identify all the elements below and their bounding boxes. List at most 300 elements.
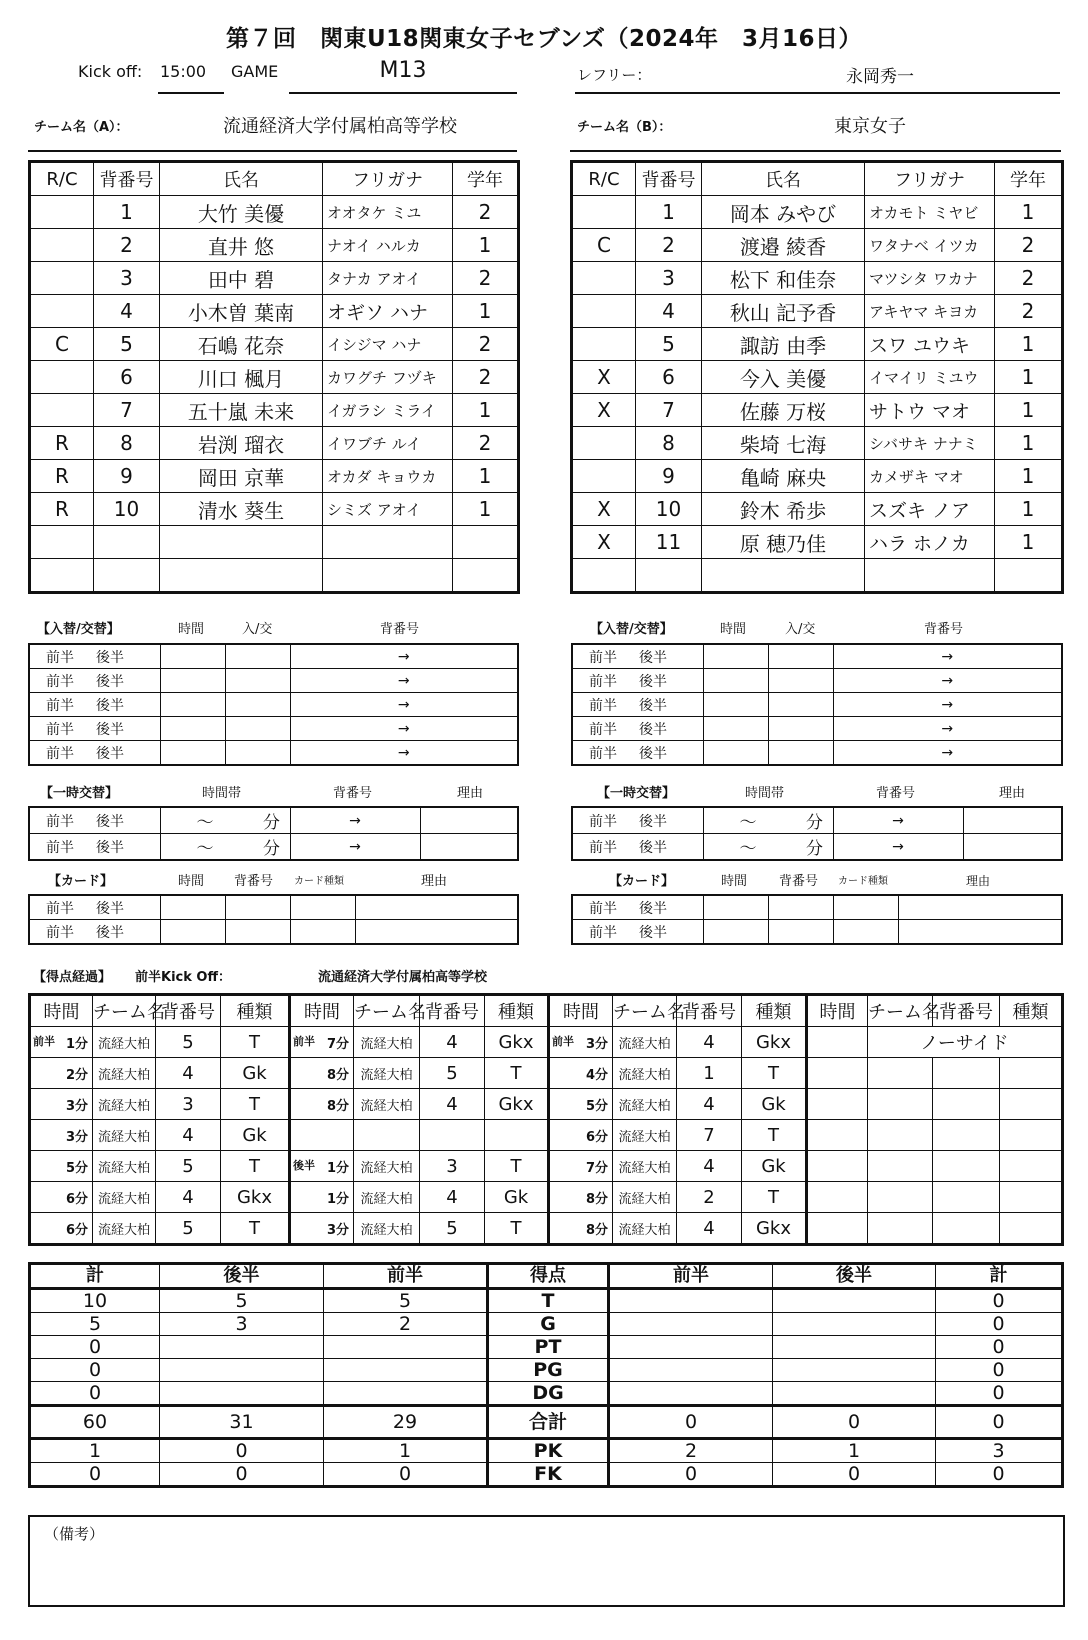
first-half-option[interactable]: 前半 [589, 697, 617, 714]
subs-title-a: 【入替/交替】 [37, 622, 120, 637]
card-reason-field[interactable] [898, 920, 1062, 945]
summary-row [30, 1463, 1063, 1487]
roster-name: 五十嵐 未来 [160, 394, 323, 427]
score-team: 流経大柏 [613, 1213, 677, 1245]
cards-title-a: 【カード】 [48, 874, 114, 889]
score-time[interactable] [807, 1058, 868, 1089]
card-type-field[interactable] [290, 920, 355, 945]
sub-number-arrow[interactable]: → [290, 741, 518, 766]
score-number[interactable] [933, 1058, 1000, 1089]
roster-kana: スワ ユウキ [865, 328, 995, 361]
roster-kana: ワタナベ イツカ [865, 229, 995, 262]
second-half-option[interactable]: 後半 [639, 721, 667, 738]
a-first-half [324, 1336, 488, 1359]
score-team [354, 1120, 420, 1151]
first-half-option[interactable]: 前半 [589, 813, 617, 830]
second-half-option[interactable]: 後半 [96, 721, 124, 738]
half-selector[interactable] [29, 669, 160, 693]
score-time[interactable] [807, 1120, 868, 1151]
roster-name [160, 526, 323, 559]
substitution-row [29, 669, 518, 693]
sub-time-field[interactable] [160, 669, 225, 693]
score-type[interactable] [1000, 1058, 1063, 1089]
substitution-row [29, 693, 518, 717]
half-selector[interactable] [572, 920, 703, 945]
header-name: 氏名 [160, 162, 323, 196]
roster-row [30, 361, 519, 394]
a-second-half [160, 1359, 324, 1382]
remarks-box[interactable] [28, 1515, 1065, 1607]
score-team[interactable] [868, 1089, 933, 1120]
temp-reason-field[interactable] [420, 834, 518, 861]
header-number: 背番号 [420, 995, 485, 1027]
score-team[interactable] [868, 1151, 933, 1182]
roster-row [572, 427, 1063, 460]
sub-time-field[interactable] [160, 644, 225, 669]
roster-number [94, 526, 160, 559]
sub-inout-field[interactable] [225, 741, 290, 766]
card-number-field[interactable] [225, 920, 290, 945]
a-first-half: 0 [324, 1463, 488, 1487]
card-number-field[interactable] [225, 895, 290, 920]
half-selector[interactable] [29, 717, 160, 741]
b-second-half [773, 1313, 936, 1336]
score-team: 流経大柏 [354, 1089, 420, 1120]
temp-col-number-a: 背番号 [333, 786, 373, 801]
temp-period-field[interactable] [703, 807, 833, 834]
card-row [29, 920, 518, 945]
half-selector[interactable] [29, 920, 160, 945]
half-selector[interactable] [572, 693, 703, 717]
temp-reason-field[interactable] [963, 834, 1062, 861]
card-reason-field[interactable] [355, 920, 518, 945]
card-time-field[interactable] [703, 920, 768, 945]
header-b-first-half: 前半 [609, 1264, 773, 1289]
sub-inout-field[interactable] [768, 741, 833, 766]
half-selector[interactable] [29, 834, 160, 861]
second-half-option[interactable]: 後半 [639, 813, 667, 830]
half-selector[interactable] [29, 895, 160, 920]
roster-grade: 2 [453, 262, 519, 295]
card-reason-field[interactable] [355, 895, 518, 920]
score-number[interactable] [933, 1151, 1000, 1182]
sub-time-field[interactable] [703, 693, 768, 717]
roster-row [572, 460, 1063, 493]
card-type-field[interactable] [833, 920, 898, 945]
score-number: 5 [420, 1213, 485, 1245]
sub-number-arrow[interactable]: → [833, 644, 1062, 669]
second-half-option[interactable]: 後半 [639, 649, 667, 666]
roster-kana [323, 526, 453, 559]
score-team: 流経大柏 [354, 1058, 420, 1089]
sub-inout-field[interactable] [225, 644, 290, 669]
score-time[interactable] [807, 1182, 868, 1213]
card-number-field[interactable] [768, 920, 833, 945]
cards-title-b: 【カード】 [609, 874, 675, 889]
sub-number-arrow[interactable]: → [833, 717, 1062, 741]
roster-number: 9 [94, 460, 160, 493]
a-second-half: 3 [160, 1313, 324, 1336]
cards-col-type-a: カード種類 [294, 876, 344, 887]
header-team: チーム名 [93, 995, 156, 1027]
subs-col-time-b: 時間 [720, 622, 747, 637]
roster-row [572, 196, 1063, 229]
sub-number-arrow[interactable]: → [290, 644, 518, 669]
first-half-option[interactable]: 前半 [589, 900, 617, 917]
roster-row [30, 427, 519, 460]
score-team: 流経大柏 [93, 1213, 156, 1245]
header-team: チーム名 [613, 995, 677, 1027]
a-first-half: 29 [324, 1406, 488, 1439]
half-selector[interactable] [29, 644, 160, 669]
score-minute: 3分 [65, 1098, 88, 1114]
scoring-table [28, 993, 1064, 1246]
card-reason-field[interactable] [898, 895, 1062, 920]
roster-number: 4 [94, 295, 160, 328]
b-first-half [609, 1359, 773, 1382]
team-b-label: チーム名（B）： [577, 120, 672, 135]
score-type-label: PK [488, 1439, 609, 1463]
roster-name: 秋山 記予香 [702, 295, 865, 328]
score-time [290, 1027, 354, 1058]
roster-rc [30, 196, 94, 229]
sub-number-arrow[interactable]: → [833, 669, 1062, 693]
roster-rc [572, 559, 636, 593]
score-type-label: DG [488, 1382, 609, 1406]
second-half-option[interactable]: 後半 [96, 673, 124, 690]
first-half-option[interactable]: 前半 [589, 649, 617, 666]
roster-number: 3 [636, 262, 702, 295]
roster-row [572, 328, 1063, 361]
b-first-half [609, 1289, 773, 1313]
roster-rc [572, 460, 636, 493]
roster-kana: ハラ ホノカ [865, 526, 995, 559]
second-half-option[interactable]: 後半 [96, 697, 124, 714]
score-minute: 6分 [585, 1129, 608, 1145]
scoring-row [30, 1089, 1063, 1120]
header-team: チーム名 [868, 995, 933, 1027]
minute-unit: 分 [806, 813, 823, 833]
half-selector[interactable] [29, 807, 160, 834]
roster-rc [30, 394, 94, 427]
temp-number-arrow[interactable]: → [833, 834, 963, 861]
roster-row [30, 295, 519, 328]
score-minute: 8分 [326, 1067, 349, 1083]
header-time: 時間 [807, 995, 868, 1027]
sub-inout-field[interactable] [768, 644, 833, 669]
roster-grade: 1 [995, 394, 1063, 427]
roster-grade: 1 [995, 493, 1063, 526]
sub-inout-field[interactable] [768, 717, 833, 741]
temp-number-arrow[interactable]: → [290, 807, 420, 834]
score-number[interactable] [933, 1089, 1000, 1120]
second-half-option[interactable]: 後半 [639, 900, 667, 917]
page-title: 第７回 関東U18関東女子セブンズ（2024年 3月16日） [225, 26, 863, 52]
score-type: T [221, 1151, 290, 1182]
half-selector[interactable] [29, 741, 160, 766]
score-time [30, 1058, 93, 1089]
sub-time-field[interactable] [160, 693, 225, 717]
second-half-option[interactable]: 後半 [639, 924, 667, 941]
sub-inout-field[interactable] [768, 693, 833, 717]
second-half-option[interactable]: 後半 [639, 673, 667, 690]
second-half-option[interactable]: 後半 [96, 839, 124, 856]
roster-rc [572, 328, 636, 361]
score-number: 5 [156, 1027, 221, 1058]
roster-row [30, 229, 519, 262]
substitution-row [572, 717, 1062, 741]
roster-header-row [30, 162, 519, 196]
roster-name: 原 穂乃佳 [702, 526, 865, 559]
roster-rc: X [572, 526, 636, 559]
score-type[interactable] [1000, 1120, 1063, 1151]
second-half-option[interactable]: 後半 [96, 813, 124, 830]
header-number: 背番号 [94, 162, 160, 196]
score-time [30, 1027, 93, 1058]
score-time[interactable] [807, 1213, 868, 1245]
roster-number: 1 [94, 196, 160, 229]
a-second-half [160, 1336, 324, 1359]
card-time-field[interactable] [160, 920, 225, 945]
game-underline [289, 92, 517, 94]
score-time[interactable] [807, 1027, 868, 1058]
score-time[interactable] [807, 1089, 868, 1120]
temp-period-field[interactable] [703, 834, 833, 861]
b-first-half: 0 [609, 1463, 773, 1487]
roster-rc: R [30, 493, 94, 526]
half-selector[interactable] [572, 669, 703, 693]
card-time-field[interactable] [703, 895, 768, 920]
roster-row [30, 559, 519, 593]
score-number[interactable] [933, 1182, 1000, 1213]
temp-subs-title-a: 【一時交替】 [40, 786, 119, 801]
cards-col-reason-b: 理由 [966, 874, 991, 888]
roster-number: 10 [94, 493, 160, 526]
half-selector[interactable] [572, 644, 703, 669]
roster-name: 佐藤 万桜 [702, 394, 865, 427]
score-type [485, 1120, 549, 1151]
roster-number: 6 [94, 361, 160, 394]
summary-row [30, 1359, 1063, 1382]
score-type[interactable] [1000, 1151, 1063, 1182]
b-total: 0 [936, 1382, 1063, 1406]
score-team[interactable] [868, 1120, 933, 1151]
first-half-option[interactable]: 前半 [46, 813, 74, 830]
substitution-row [572, 693, 1062, 717]
second-half-option[interactable]: 後半 [639, 697, 667, 714]
first-half-option[interactable]: 前半 [589, 839, 617, 856]
first-half-option[interactable]: 前半 [589, 924, 617, 941]
sub-number-arrow[interactable]: → [290, 669, 518, 693]
roster-row [572, 559, 1063, 593]
sub-inout-field[interactable] [225, 693, 290, 717]
score-type[interactable] [1000, 1213, 1063, 1245]
header-rc: R/C [30, 162, 94, 196]
roster-rc: X [572, 361, 636, 394]
a-total: 0 [30, 1382, 160, 1406]
roster-header-row [572, 162, 1063, 196]
score-type[interactable] [1000, 1089, 1063, 1120]
score-minute: 2分 [65, 1067, 88, 1083]
card-type-field[interactable] [290, 895, 355, 920]
tilde: ～ [739, 839, 757, 859]
roster-number [636, 559, 702, 593]
first-half-option[interactable]: 前半 [46, 745, 74, 762]
first-half-option[interactable]: 前半 [589, 745, 617, 762]
score-time [549, 1213, 613, 1245]
a-total: 5 [30, 1313, 160, 1336]
score-team[interactable] [868, 1182, 933, 1213]
sub-time-field[interactable] [703, 644, 768, 669]
sub-inout-field[interactable] [225, 669, 290, 693]
half-selector[interactable] [572, 741, 703, 766]
a-second-half [160, 1382, 324, 1406]
sub-time-field[interactable] [160, 717, 225, 741]
second-half-option[interactable]: 後半 [639, 745, 667, 762]
roster-grade: 1 [995, 328, 1063, 361]
second-half-option[interactable]: 後半 [96, 924, 124, 941]
tilde: ～ [196, 839, 214, 859]
substitution-row [572, 669, 1062, 693]
first-half-option[interactable]: 前半 [46, 673, 74, 690]
roster-grade: 2 [995, 229, 1063, 262]
temp-number-arrow[interactable]: → [290, 834, 420, 861]
team-a-name: 流通経済大学付属柏高等学校 [223, 116, 457, 137]
sub-time-field[interactable] [160, 741, 225, 766]
roster-rc [30, 262, 94, 295]
card-time-field[interactable] [160, 895, 225, 920]
score-type: Gkx [485, 1027, 549, 1058]
second-half-option[interactable]: 後半 [96, 649, 124, 666]
remarks-label: （備考） [44, 1525, 105, 1543]
half-selector[interactable] [572, 717, 703, 741]
card-row [29, 895, 518, 920]
sub-number-arrow[interactable]: → [833, 741, 1062, 766]
score-type: Gkx [485, 1089, 549, 1120]
header-time: 時間 [30, 995, 93, 1027]
first-half-option[interactable]: 前半 [589, 673, 617, 690]
roster-grade: 1 [995, 460, 1063, 493]
roster-grade [453, 559, 519, 593]
a-total: 60 [30, 1406, 160, 1439]
roster-name [160, 559, 323, 593]
first-half-option[interactable]: 前半 [46, 839, 74, 856]
b-total: 0 [936, 1406, 1063, 1439]
temp-reason-field[interactable] [420, 807, 518, 834]
roster-grade: 1 [453, 295, 519, 328]
score-type[interactable] [1000, 1182, 1063, 1213]
subs-col-number-b: 背番号 [924, 622, 964, 637]
half-selector[interactable] [572, 895, 703, 920]
score-type: T [221, 1027, 290, 1058]
roster-row [572, 493, 1063, 526]
score-team: 流経大柏 [93, 1151, 156, 1182]
second-half-option[interactable]: 後半 [639, 839, 667, 856]
score-time [290, 1182, 354, 1213]
first-half-option[interactable]: 前半 [46, 900, 74, 917]
referee-underline [575, 92, 1060, 94]
sub-time-field[interactable] [703, 669, 768, 693]
half-selector[interactable] [572, 834, 703, 861]
score-number [420, 1120, 485, 1151]
temp-sub-row [572, 807, 1062, 834]
summary-header-row [30, 1264, 1063, 1289]
roster-grade: 2 [453, 361, 519, 394]
score-team[interactable] [868, 1058, 933, 1089]
sub-time-field[interactable] [703, 717, 768, 741]
card-number-field[interactable] [768, 895, 833, 920]
first-half-option[interactable]: 前半 [589, 721, 617, 738]
card-type-field[interactable] [833, 895, 898, 920]
score-time [290, 1213, 354, 1245]
temp-sub-row [572, 834, 1062, 861]
a-total: 10 [30, 1289, 160, 1313]
team-a-label: チーム名（A）： [34, 120, 129, 135]
half-selector[interactable] [572, 807, 703, 834]
temp-period-field[interactable] [160, 807, 290, 834]
a-total: 1 [30, 1439, 160, 1463]
score-number: 5 [156, 1213, 221, 1245]
roster-name [702, 559, 865, 593]
substitution-row [572, 644, 1062, 669]
summary-row [30, 1289, 1063, 1313]
sub-time-field[interactable] [703, 741, 768, 766]
half-selector[interactable] [29, 693, 160, 717]
no-side-label: ノーサイド [868, 1027, 1063, 1058]
score-number: 7 [677, 1120, 742, 1151]
score-number[interactable] [933, 1120, 1000, 1151]
score-number[interactable] [933, 1213, 1000, 1245]
first-half-option[interactable]: 前半 [46, 649, 74, 666]
roster-kana: カワグチ フヅキ [323, 361, 453, 394]
roster-name: 岩渕 瑠衣 [160, 427, 323, 460]
a-second-half: 0 [160, 1439, 324, 1463]
score-team[interactable] [868, 1213, 933, 1245]
first-half-option[interactable]: 前半 [46, 924, 74, 941]
roster-name: 岡本 みやび [702, 196, 865, 229]
first-half-option[interactable]: 前半 [46, 697, 74, 714]
temp-period-field[interactable] [160, 834, 290, 861]
first-half-option[interactable]: 前半 [46, 721, 74, 738]
score-type: Gkx [742, 1027, 807, 1058]
sub-number-arrow[interactable]: → [290, 693, 518, 717]
score-type: Gkx [742, 1213, 807, 1245]
score-half: 前半 [293, 1034, 315, 1048]
scoring-header-row [30, 995, 1063, 1027]
temp-number-arrow[interactable]: → [833, 807, 963, 834]
b-second-half [773, 1359, 936, 1382]
roster-number: 9 [636, 460, 702, 493]
second-half-option[interactable]: 後半 [96, 900, 124, 917]
second-half-option[interactable]: 後半 [96, 745, 124, 762]
roster-number: 8 [636, 427, 702, 460]
roster-rc [572, 196, 636, 229]
sub-number-arrow[interactable]: → [290, 717, 518, 741]
sub-inout-field[interactable] [225, 717, 290, 741]
scoring-title: 【得点経過】 [33, 970, 112, 985]
sub-inout-field[interactable] [768, 669, 833, 693]
temp-reason-field[interactable] [963, 807, 1062, 834]
a-second-half: 0 [160, 1463, 324, 1487]
sub-number-arrow[interactable]: → [833, 693, 1062, 717]
kickoff-time: 15:00 [160, 62, 207, 81]
summary-row [30, 1382, 1063, 1406]
score-team: 流経大柏 [613, 1027, 677, 1058]
roster-rc [30, 559, 94, 593]
roster-number: 11 [636, 526, 702, 559]
score-time[interactable] [807, 1151, 868, 1182]
tilde: ～ [196, 813, 214, 833]
